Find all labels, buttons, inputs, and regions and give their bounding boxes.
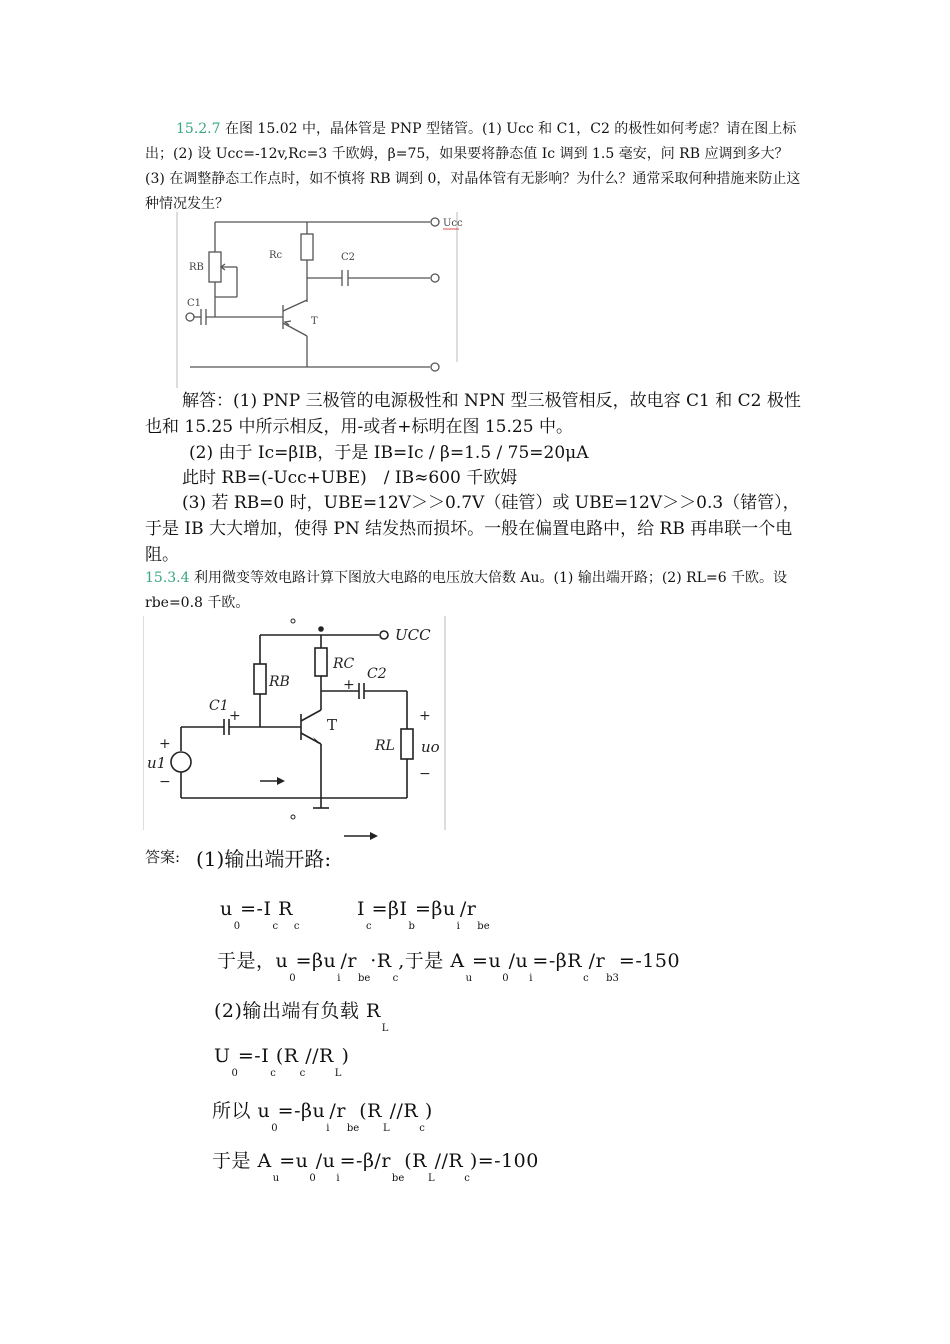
fig2-uo-minus: − bbox=[419, 766, 431, 782]
equation-1a: $u_0=-I_cR_c$ bbox=[220, 898, 300, 932]
fig2-t-label: T bbox=[327, 716, 338, 734]
answer-part-2: (2) 由于 Ic=βIB，于是 IB=Ic / β=1.5 / 75=20μA bbox=[189, 443, 589, 463]
fig2-c1-plus: + bbox=[229, 708, 241, 724]
fig2-ui-plus: + bbox=[159, 736, 171, 752]
fig2-rl-label: RL bbox=[375, 738, 395, 754]
equation-5: 于是 $A_u=u_0/u_i=-\beta/r_{be}(R_L//R_c)=-100$ bbox=[212, 1150, 539, 1184]
question-number: 15.2.7 bbox=[176, 121, 221, 137]
answer-heading-1: (1)输出端开路: bbox=[196, 847, 332, 871]
question-15-3-4 bbox=[145, 566, 810, 616]
fig2-ui-label: u1 bbox=[147, 754, 167, 772]
arrow-mark bbox=[342, 829, 382, 843]
question-text: 在图 15.02 中，晶体管是 PNP 型锗管。(1) Ucc 和 C1，C2 的极性如何考虑？请在图上标出；(2) 设 Ucc=-12v,Rc=3 千欧姆，β=75，如果要将静态值 Ic 调到 1.5 毫安，问 RB 应调到多大？ (3) 在调整静态工作点时，如不慎将 RB 调到 0，对晶体管有无影响？为什么？通常采取何种措施来防止这种情况发生？ bbox=[145, 121, 801, 212]
answer-part-3: (3) 若 RB=0 时，UBE=12V＞＞0.7V（硅管）或 UBE=12V＞＞0.3（锗管），于是 IB 大大增加，使得 PN 结发热而损坏。一般在偏置电路中，给 RB 再串联一个电阻。 bbox=[145, 493, 800, 565]
question-number: 15.3.4 bbox=[145, 570, 190, 586]
equation-4: 所以 $u_0=-\beta u_i/r_{be}(R_L//R_c)$ bbox=[212, 1100, 433, 1134]
fig1-rc-label: Rc bbox=[269, 250, 283, 261]
fig1-t-label: T bbox=[311, 316, 318, 327]
fig2-c2-label: C2 bbox=[367, 666, 387, 682]
question-15-2-7 bbox=[145, 117, 810, 217]
fig1-ucc-label: Ucc bbox=[443, 218, 463, 229]
circuit-figure-amplifier bbox=[143, 616, 448, 842]
fig2-rb-label: RB bbox=[269, 674, 290, 690]
fig2-ucc-label: UCC bbox=[395, 626, 431, 644]
equation-3: $U_0=-I_c(R_c//R_L)$ bbox=[214, 1045, 350, 1079]
fig2-ui-minus: − bbox=[159, 774, 171, 790]
fig2-rc-label: RC bbox=[333, 656, 355, 672]
circuit-figure-15-02 bbox=[175, 212, 465, 388]
fig1-rb-label: RB bbox=[189, 262, 204, 273]
equation-1b: $I_c=\beta I_b=\beta u_i/r_{be}$ bbox=[357, 898, 490, 932]
fig2-c2-plus: + bbox=[343, 677, 355, 693]
answer-part-2b: 此时 RB=(-Ucc+UBE) / IB≈600 千欧姆 bbox=[182, 468, 518, 488]
fig2-uo-label: uo bbox=[421, 738, 440, 756]
fig2-c1-label: C1 bbox=[209, 698, 229, 714]
fig1-c1-label: C1 bbox=[187, 298, 202, 309]
answer-heading-2: (2)输出端有负载 $R_L$ bbox=[214, 1000, 389, 1034]
fig1-c2-label: C2 bbox=[341, 252, 356, 263]
equation-2: 于是，$u_0=\beta u_i/r_{be}\cdot R_c$,于是 $A_u=u_0/u_i=-\beta R_c/r_{b3}=-150$ bbox=[217, 950, 681, 984]
answer-label: 答案: bbox=[145, 848, 181, 866]
answer-part-1: 解答：(1) PNP 三极管的电源极性和 NPN 型三极管相反，故电容 C1 和 C2 极性也和 15.25 中所示相反，用-或者+标明在图 15.25 中。 bbox=[145, 391, 801, 437]
fig2-uo-plus: + bbox=[419, 708, 431, 724]
question-text: 利用微变等效电路计算下图放大电路的电压放大倍数 Au。(1) 输出端开路；(2) RL=6 千欧。设 rbe=0.8 千欧。 bbox=[145, 570, 788, 611]
